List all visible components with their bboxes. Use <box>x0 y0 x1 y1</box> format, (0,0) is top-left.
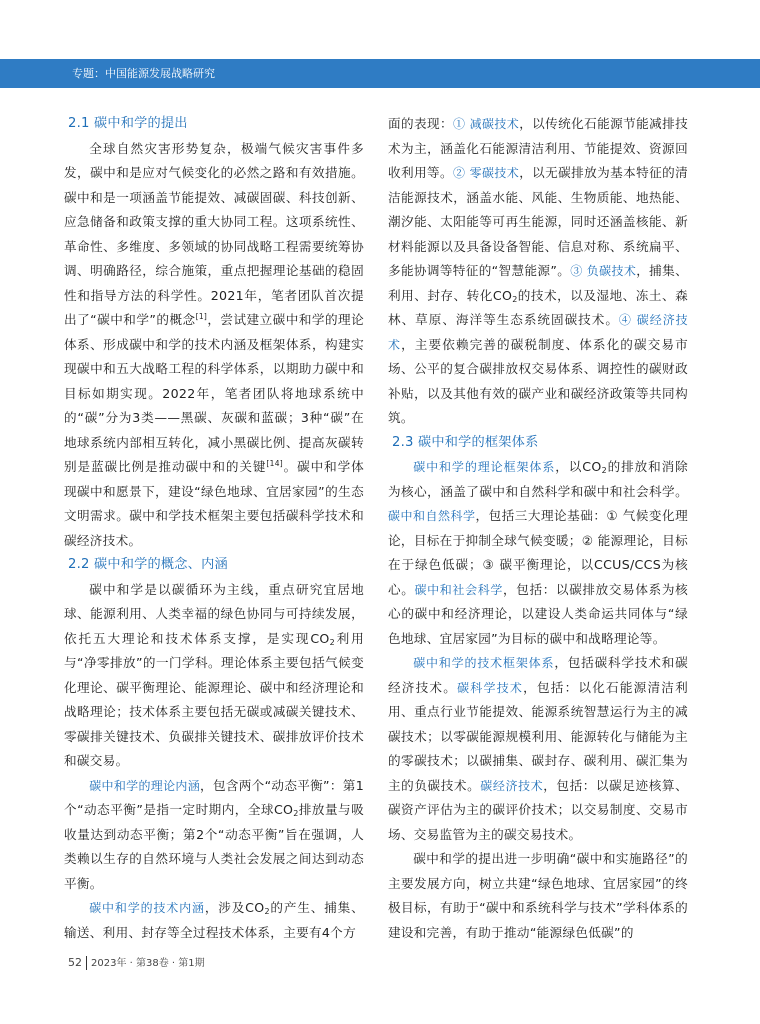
text: ，捕集、利用、封存、转化CO <box>388 263 688 303</box>
left-column <box>64 112 364 945</box>
keyword-emphasis: ② 零碳技术 <box>452 166 520 180</box>
citation: [1] <box>195 312 208 321</box>
page-footer <box>68 954 205 972</box>
keyword-emphasis: ③ 负碳技术 <box>570 264 637 278</box>
text: ，主要依赖完善的碳税制度、体系化的碳交易市场、公平的复合碳排放权交易体系、调控性的碳财政补贴，以及其他有效的碳产业和碳经济政策等共同构筑。 <box>388 336 688 425</box>
section-heading-2-1: 2.1 碳中和学的提出 <box>68 116 188 131</box>
paragraph-theory-connotation <box>64 774 364 897</box>
footer-divider <box>86 956 87 970</box>
keyword-emphasis: 碳中和学的技术内涵 <box>89 901 205 915</box>
keyword-emphasis: 碳中和学的技术框架体系 <box>413 656 555 670</box>
text: ，包括：以碳足迹核算、碳资产评估为主的碳评价技术；以交易制度、交易市场、交易监管为主的碳交易技术。 <box>388 777 688 842</box>
subscript: 2 <box>512 294 518 304</box>
paragraph-theory-framework <box>388 455 688 651</box>
keyword-emphasis: 碳中和学的理论框架体系 <box>413 460 556 474</box>
text: 碳中和学是以碳循环为主线，重点研究宜居地球、能源利用、人类幸福的绿色协同与可持续发展，依托五大理论和技术体系支撑，是实现CO <box>64 581 364 646</box>
section-heading-2-2: 2.2 碳中和学的概念、内涵 <box>68 557 228 572</box>
text: ，包括三大理论基础：① 气候变化理论，目标在于抑制全球气候变暖；② 能源理论，目标在于绿色低碳；③ 碳平衡理论，以CCUS/CCS为核心。 <box>388 508 688 597</box>
subscript: 2 <box>293 809 299 818</box>
text: 利用与“净零排放”的一门学科。理论体系主要包括气候变化理论、碳平衡理论、能源理论、碳中和经济理论和战略理论；技术体系主要包括无碳或减碳关键技术、零碳排关键技术、负碳排关键技术、碳排放评价技术和碳交易。 <box>64 630 364 768</box>
text: ，包括：以化石能源清洁利用、重点行业节能提效、能源系统智慧运行为主的减碳技术；以零碳能源规模利用、能源转化与储能为主的零碳技术；以碳捕集、碳封存、碳利用、碳汇集为主的负碳技术。 <box>388 679 688 793</box>
page-number: 52 <box>68 956 82 969</box>
issue-info: 2023年 · 第38卷 · 第1期 <box>91 958 205 969</box>
text: 的排放和消除为核心，涵盖了碳中和自然科学和碳中和社会科学。 <box>388 459 688 499</box>
keyword-emphasis: 碳中和自然科学 <box>388 509 476 523</box>
journal-section-label: 专题：中国能源发展战略研究 <box>72 67 215 80</box>
paragraph-tech-connotation <box>64 896 364 945</box>
keyword-emphasis: ① 减碳技术 <box>452 117 520 131</box>
keyword-emphasis: 碳科学技术 <box>457 680 524 695</box>
text: 排放量与吸收量达到动态平衡；第2个“动态平衡”旨在强调，人类赖以生存的自然环境与人类社会发展之间达到动态平衡。 <box>64 802 364 891</box>
paragraph-tech-framework <box>388 651 688 847</box>
text: ，以CO <box>555 459 602 474</box>
keyword-emphasis: 碳中和社会科学 <box>414 582 503 597</box>
right-column <box>388 112 688 945</box>
paragraph-tech-continued <box>388 112 688 431</box>
text: 全球自然灾害形势复杂，极端气候灾害事件多发，碳中和是应对气候变化的必然之路和有效措施。碳中和是一项涵盖节能提效、减碳固碳、科技创新、应急储备和政策支撑的重大协同工程。这项系统性、革命性、多维度、多领域的协同战略工程需要统筹协调、明确路径，综合施策，重点把握理论基础的稳固性和指导方法的科学性。2021年，笔者团队首次提出了“碳中和学”的概念 <box>64 140 364 327</box>
subscript: 2 <box>601 466 607 475</box>
keyword-emphasis: 碳中和学的理论内涵 <box>89 778 201 793</box>
paragraph-2-2 <box>64 578 364 774</box>
text: ，包括：以碳排放交易体系为核心的碳中和经济理论，以建设人类命运共同体与“绿色地球、宜居家园”为目标的碳中和战略理论等。 <box>388 581 688 646</box>
section-heading-2-3: 2.3 碳中和学的框架体系 <box>392 434 539 450</box>
citation: [14] <box>266 459 284 468</box>
text: 的技术，以及湿地、冻土、森林、草原、海洋等生态系统固碳技术。 <box>388 287 688 327</box>
paragraph-2-1 <box>64 137 364 554</box>
text: 的产生、捕集、输送、利用、封存等全过程技术体系，主要有4个方 <box>64 900 364 940</box>
text: 面的表现： <box>388 116 453 131</box>
text: ，包括碳科学技术和碳经济技术。 <box>388 655 689 695</box>
text: ，包含两个“动态平衡”：第1个“动态平衡”是指一定时期内，全球CO <box>64 777 365 817</box>
header-bar <box>0 59 760 88</box>
text: ，以传统化石能源节能减排技术为主，涵盖化石能源清洁利用、节能提效、资源回收利用等。 <box>388 116 688 180</box>
text: ，尝试建立碳中和学的理论体系、形成碳中和学的技术内涵及框架体系，构建实现碳中和五大战略工程的科学体系，以期助力碳中和目标如期实现。2022年，笔者团队将地球系统中的“碳”分为3类——黑碳、灰碳和蓝碳；3种“碳”在地球系统内部相互转化，减小黑碳比例、提高灰碳转别是蓝碳比例是推动碳中和的关键 <box>64 312 364 474</box>
subscript: 2 <box>264 907 270 916</box>
keyword-emphasis: ④ 碳经济技术 <box>388 313 688 352</box>
text: 。碳中和学体现碳中和愿景下，建设“绿色地球、宜居家园”的生态文明需求。碳中和学技术框架主要包括碳科学技术和碳经济技术。 <box>64 459 364 548</box>
keyword-emphasis: 碳经济技术 <box>480 778 544 793</box>
subscript: 2 <box>329 637 336 647</box>
paragraph-significance: 碳中和学的提出进一步明确“碳中和实施路径”的主要发展方向，树立共建“绿色地球、宜居家园”的终极目标，有助于“碳中和系统科学与技术”学科体系的建设和完善，有助于推动“能源绿色低碳”的 <box>388 851 688 940</box>
text: ，涉及CO <box>204 900 265 915</box>
text: ，以无碳排放为基本特征的清洁能源技术，涵盖水能、风能、生物质能、地热能、潮汐能、太阳能等可再生能源，同时还涵盖核能、新材料能源以及具备设备智能、信息对称、系统扁平、多能协调等特征的“智慧能源”。 <box>388 165 688 278</box>
